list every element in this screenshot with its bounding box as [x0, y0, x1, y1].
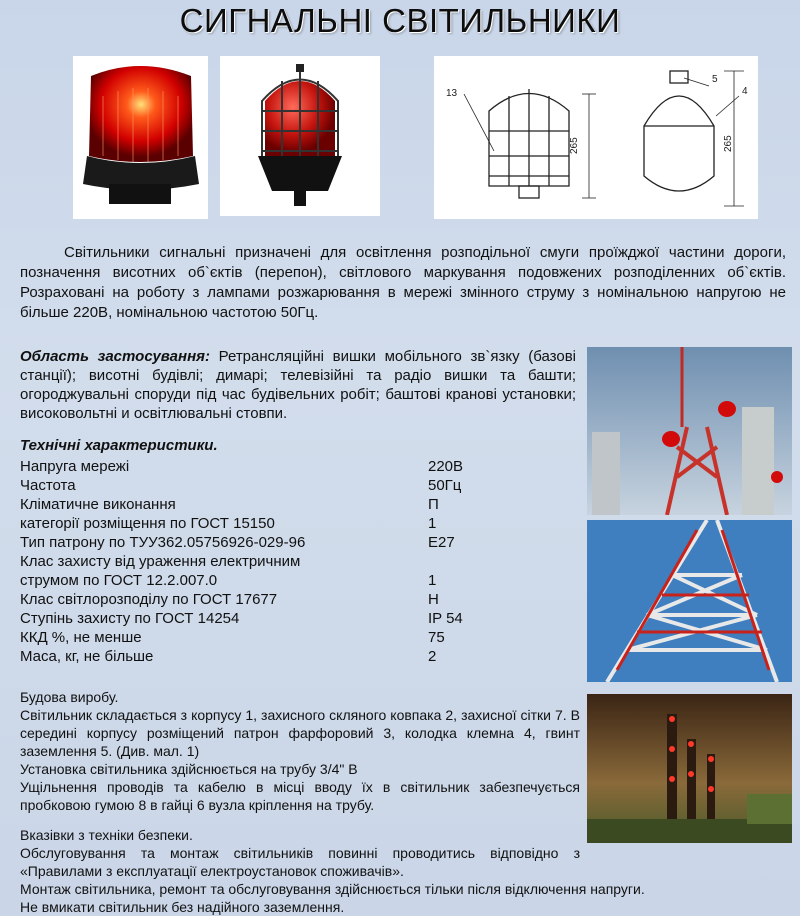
spec-label: струмом по ГОСТ 12.2.007.0: [20, 572, 218, 589]
spec-row: [20, 571, 470, 590]
spec-value: 50Гц: [428, 477, 462, 494]
spec-label: Ступінь захисту по ГОСТ 14254: [20, 610, 240, 627]
drawing-label: 5: [712, 74, 718, 85]
specs-heading: Технічні характеристики.: [20, 437, 218, 454]
spec-value: 75: [428, 629, 445, 646]
spec-label: Частота: [20, 477, 76, 494]
spec-row: [20, 533, 470, 552]
spec-value: 1: [428, 572, 437, 589]
specs-table: [20, 457, 470, 666]
construction-section: [20, 688, 580, 814]
spec-value: Н: [428, 591, 439, 608]
spec-value: 1: [428, 515, 437, 532]
intro-paragraph: Світильники сигнальні призначені для освітлення розподільної смуги проїжджої частини дороги, позначення висотних об`єктів (перепон), світлового маркування подовжених розподіленних об`єктів. Розраховані на роботу з лампами розжарювання в мережі змінного струму з номінальною напругою не більше 220В, номінальною частотою 50Гц.: [20, 244, 786, 321]
spec-row: [20, 476, 470, 495]
safety-heading: Вказівки з техніки безпеки.: [20, 827, 193, 843]
spec-value: IP 54: [428, 610, 463, 627]
spec-label: Напруга мережі: [20, 458, 130, 475]
spec-row: [20, 590, 470, 609]
application-paragraph: [20, 347, 576, 423]
spec-label: категорії розміщення по ГОСТ 15150: [20, 515, 275, 532]
spec-value: 2: [428, 648, 437, 665]
spec-row: [20, 495, 470, 514]
application-heading: Область застосування:: [20, 348, 210, 365]
spec-row: [20, 514, 470, 533]
drawing-label: 13: [446, 88, 458, 99]
construction-heading: Будова виробу.: [20, 689, 119, 705]
spec-value: Е27: [428, 534, 455, 551]
safety-section-cont: [20, 880, 790, 916]
technical-drawing: [434, 56, 758, 219]
drawing-label: 4: [742, 86, 748, 97]
spec-label: Клас захисту від ураження електричним: [20, 553, 301, 570]
spec-row: [20, 609, 470, 628]
drawing-label: 265: [723, 135, 734, 152]
spec-label: Кліматичне виконання: [20, 496, 176, 513]
spec-row: [20, 647, 470, 666]
spec-label: Клас світлорозподілу по ГОСТ 17677: [20, 591, 278, 608]
construction-text: Установка світильника здійснюється на трубу 3/4" В: [20, 761, 358, 777]
spec-value: П: [428, 496, 439, 513]
night-chimney-photo: [587, 694, 792, 843]
spec-label: Маса, кг, не більше: [20, 648, 154, 665]
spec-label: ККД %, не менше: [20, 629, 142, 646]
lattice-tower-photo: [587, 520, 792, 682]
spec-row: [20, 457, 470, 476]
safety-text: Обслуговування та монтаж світильників повинні проводитись відповідно з «Правилами з експлуатації електроустановок споживачів».: [20, 845, 580, 879]
safety-text: Не вмикати світильник без надійного заземлення.: [20, 899, 345, 915]
spec-row: [20, 552, 470, 571]
construction-text: Світильник складається з корпусу 1, захисного скляного ковпака 2, захисної сітки 7. В середині корпусу розміщений патрон фарфоровий 3, колодка клемна 4, гвинт заземлення 5. (Див. мал. 1): [20, 707, 580, 759]
spec-row: [20, 628, 470, 647]
safety-text: Монтаж світильника, ремонт та обслуговування здійснюється тільки після відключення напруги.: [20, 881, 645, 897]
application-text: Ретрансляційні вишки мобільного зв`язку (базові станції); висотні будівлі; димарі; телевізійні та радіо вишки та башти; огороджувальні споруди під час будівельних робіт; баштові кранові установки; високовольтні и освітлювальні стовпи.: [20, 348, 576, 422]
telecom-tower-photo: [587, 347, 792, 515]
spec-value: 220В: [428, 458, 464, 475]
spec-label: Тип патрону по ТУУ362.05756926-029-96: [20, 534, 306, 551]
construction-text: Ущільнення проводів та кабелю в місці вводу їх в світильник забезпечується пробковою гумою 8 в гайці 6 вузла кріплення на трубу.: [20, 779, 580, 813]
safety-section: [20, 826, 580, 880]
caged-lamp-photo: [220, 56, 380, 216]
beacon-lamp-photo: [73, 56, 208, 219]
drawing-label: 265: [569, 137, 580, 154]
page-title: СИГНАЛЬНІ СВІТИЛЬНИКИ: [179, 2, 621, 39]
